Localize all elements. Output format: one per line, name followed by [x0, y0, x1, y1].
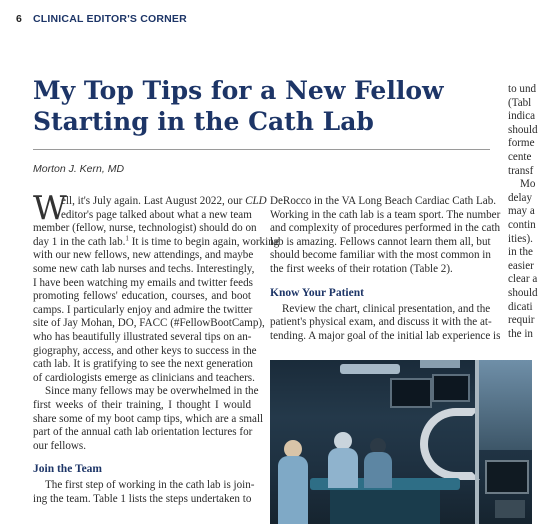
text-line: should	[508, 123, 538, 136]
text-line: in the	[508, 246, 533, 259]
column-2	[270, 195, 501, 343]
section-heading-join-team: Join the Team	[33, 463, 103, 476]
text-line: who has beautifully illustrated several tips on an-	[33, 330, 252, 343]
text-line: Since many fellows may be overwhelmed in the	[45, 385, 259, 398]
text-line: part of the annual cath lab orientation lectures for	[33, 426, 253, 439]
title-divider	[33, 149, 490, 150]
text-line: and complexity of procedures performed in the cath	[270, 222, 501, 235]
section-header: CLINICAL EDITOR'S CORNER	[33, 13, 187, 25]
text-line: ell, it's July again. Last August 2022, our CLD	[61, 195, 267, 207]
paragraph	[33, 385, 264, 453]
text-line: Mo	[520, 178, 536, 191]
text-line: giography, access, and other keys to success in the	[33, 344, 257, 357]
text-line: dicati	[508, 300, 533, 313]
text-line: our fellows.	[33, 439, 86, 452]
text-line: ities).	[508, 232, 533, 245]
text-line: the in	[508, 327, 533, 340]
text-line: requir	[508, 314, 535, 327]
text-line: lab is amazing. Fellows cannot learn them all, but	[270, 235, 491, 248]
text-line: to und	[508, 83, 537, 95]
text-line: Review the chart, clinical presentation, and the	[282, 302, 491, 315]
text-line: patient's physical exam, and discuss it with the at-	[270, 316, 492, 329]
text-line: forme	[508, 137, 535, 150]
column-3-partial	[508, 83, 538, 341]
title-line-2: Starting in the Cath Lab	[33, 106, 374, 136]
title-line-1: My Top Tips for a New Fellow	[33, 76, 444, 105]
text-line: cath lab. It is gratifying to see the next generation	[33, 358, 253, 371]
text-line: tending. A major goal of the initial lab experience is	[270, 329, 501, 342]
author-byline: Morton J. Kern, MD	[33, 163, 125, 175]
text-line: clear a	[508, 273, 538, 286]
text-line: Working in the cath lab is a team sport. The number	[270, 208, 501, 221]
text-line: indica	[508, 110, 536, 123]
text-line: DeRocco in the VA Long Beach Cardiac Cath Lab.	[270, 195, 497, 207]
text-line: camps. I particularly enjoy and admire the twitter	[33, 303, 253, 316]
paragraph-intro	[33, 188, 280, 385]
paragraph	[33, 479, 255, 506]
text-line: The first step of working in the cath lab is join-	[45, 479, 255, 492]
column-1	[33, 188, 280, 506]
text-line: (Tabl	[508, 96, 532, 109]
text-line: site of Jay Mohan, DO, FACC (#FellowBootCamp),	[33, 317, 265, 330]
text-line: may a	[508, 205, 535, 218]
text-line: with our new fellows, new attendings, and maybe	[33, 249, 254, 262]
text-line: first weeks of their training, I thought I would	[33, 398, 251, 411]
paragraph	[270, 302, 501, 344]
text-line: editor's page talked about what a new team	[61, 208, 252, 221]
text-line: member (fellow, nurse, technologist) should do on	[33, 222, 257, 235]
text-line: delay	[508, 191, 533, 204]
text-line: cente	[508, 150, 532, 163]
text-line: the first weeks of their rotation (Table 2).	[270, 262, 453, 275]
cath-lab-photo	[270, 360, 532, 524]
text-line: day 1 in the cath lab.$^1$ It is time to begin again, working	[33, 234, 280, 248]
text-line: promoting fellows' education, courses, and boot	[33, 290, 251, 303]
page-number: 6	[16, 13, 22, 25]
article-title	[33, 76, 473, 137]
journal-abbrev: CLD	[245, 195, 267, 207]
text-line: some new cath lab nurses and techs. Interestingly,	[33, 262, 255, 275]
reference-superscript: 1	[125, 234, 129, 243]
text-line: I have been watching my emails and twitter feeds	[33, 276, 253, 289]
text-line: contin	[508, 218, 536, 231]
drop-cap: W	[33, 188, 67, 227]
text-line: ing the team. Table 1 lists the steps undertaken to	[33, 492, 252, 505]
text-line: should become familiar with the most common in	[270, 249, 491, 262]
text-line: share some of my boot camp tips, which are a small	[33, 412, 264, 425]
text-line: easier	[508, 259, 534, 272]
section-heading-know-patient: Know Your Patient	[270, 286, 364, 299]
text-line: should	[508, 286, 538, 299]
text-line: of cardiologists emerge as clinicians and teachers.	[33, 371, 255, 384]
text-line: transf	[508, 164, 534, 177]
paragraph	[270, 195, 501, 277]
